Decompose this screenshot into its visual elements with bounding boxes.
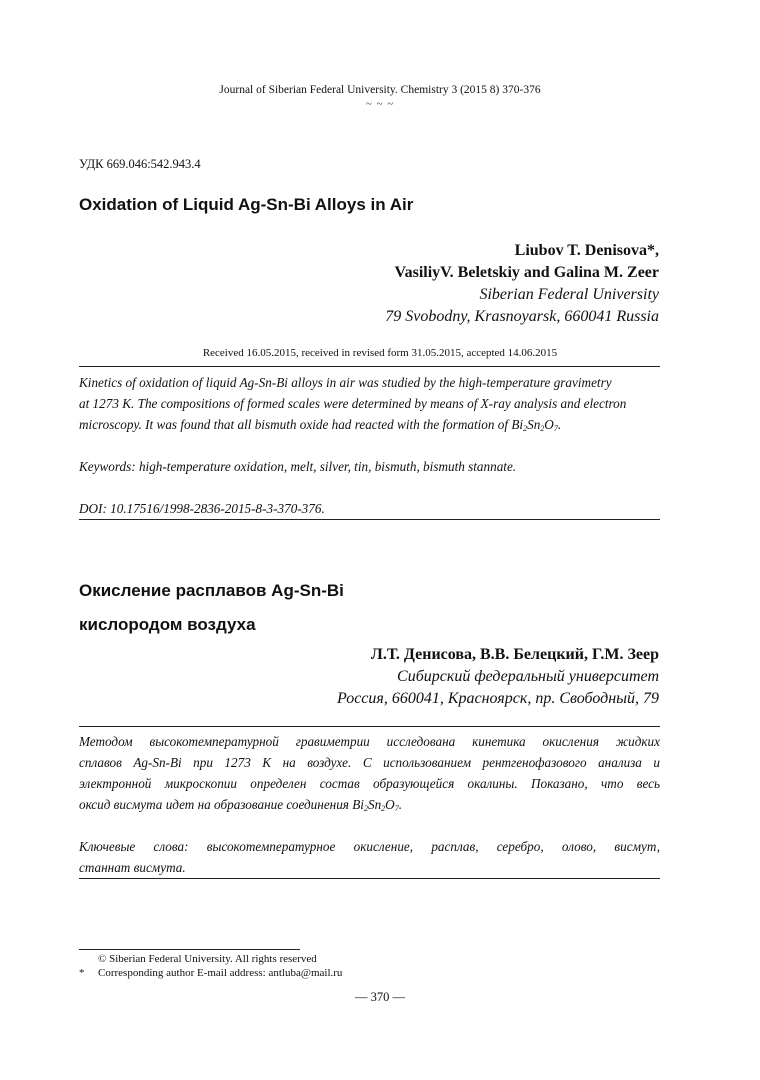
keywords-en: Keywords: high-temperature oxidation, melt, silver, tin, bismuth, bismuth stannate. bbox=[79, 459, 517, 474]
abstract-en-line: Kinetics of oxidation of liquid Ag-Sn-Bi alloys in air was studied by the high-temperature gravimetry bbox=[79, 375, 612, 390]
footnote-asterisk: * bbox=[79, 967, 85, 979]
keywords-ru bbox=[79, 836, 660, 878]
affiliation-ru: Сибирский федеральный университет bbox=[397, 668, 659, 685]
affiliation-en: Siberian Federal University bbox=[479, 286, 659, 303]
corresponding-author: Corresponding author E-mail address: antluba@mail.ru bbox=[98, 967, 343, 979]
rule-bottom-ru bbox=[79, 878, 660, 879]
abstract-ru bbox=[79, 731, 660, 819]
article-title-en: Oxidation of Liquid Ag-Sn-Bi Alloys in Air bbox=[79, 195, 414, 214]
abstract-en bbox=[79, 372, 660, 439]
authors-line-1: Liubov T. Denisova*, bbox=[514, 242, 659, 259]
authors-line-2: VasiliyV. Beletskiy and Galina M. Zeer bbox=[394, 264, 659, 281]
abstract-ru-line: оксид висмута идет на образование соединения $Bi_2Sn_2O_7$. bbox=[79, 797, 402, 813]
received-dates: Received 16.05.2015, received in revised form 31.05.2015, accepted 14.06.2015 bbox=[202, 347, 558, 359]
footnote-rule bbox=[79, 949, 300, 950]
rule-bottom-en bbox=[79, 519, 660, 520]
abstract-ru-line: электронной микроскопии определен состав образующейся окалины. Показано, что весь bbox=[79, 776, 660, 791]
keywords-ru-line-1: Ключевые слова: высокотемпературное окисление, расплав, серебро, олово, висмут, bbox=[79, 839, 660, 854]
udk-code: УДК 669.046:542.943.4 bbox=[79, 157, 201, 171]
abstract-en-line: at 1273 K. The compositions of formed scales were determined by means of X-ray analysis and electron bbox=[79, 396, 627, 411]
formula-bi2sn2o7-ru: $Bi_2Sn_2O_7$. bbox=[352, 797, 402, 813]
journal-header: Journal of Siberian Federal University. Chemistry 3 (2015 8) 370-376 bbox=[219, 84, 541, 96]
page-number: — 370 — bbox=[355, 990, 405, 1004]
rule-top-ru bbox=[79, 726, 660, 727]
authors-block-ru bbox=[337, 644, 659, 710]
address-ru: Россия, 660041, Красноярск, пр. Свободный, 79 bbox=[337, 690, 659, 707]
header-ornament: ~ ~ ~ bbox=[365, 98, 395, 110]
article-title-ru bbox=[79, 574, 344, 642]
authors-block-en bbox=[385, 240, 659, 328]
abstract-en-line: microscopy. It was found that all bismuth oxide had reacted with the formation of $Bi_2Sn_2O_7$. bbox=[79, 417, 562, 433]
rule-top-en bbox=[79, 366, 660, 367]
copyright-note: © Siberian Federal University. All rights reserved bbox=[98, 953, 317, 965]
title-ru-line-1: Окисление расплавов Ag-Sn-Bi bbox=[79, 581, 344, 600]
formula-bi2sn2o7: $Bi_2Sn_2O_7$. bbox=[511, 417, 562, 433]
title-ru-line-2: кислородом воздуха bbox=[79, 615, 256, 634]
authors-ru: Л.Т. Денисова, В.В. Белецкий, Г.М. Зеер bbox=[370, 646, 659, 663]
doi: DOI: 10.17516/1998-2836-2015-8-3-370-376. bbox=[79, 501, 325, 516]
abstract-ru-line: сплавов Ag-Sn-Bi при 1273 К на воздухе. С использованием рентгенофазового анализа и bbox=[79, 755, 660, 770]
abstract-ru-line: Методом высокотемпературной гравиметрии исследована кинетика окисления жидких bbox=[79, 734, 660, 749]
keywords-ru-line-2: станнат висмута. bbox=[79, 860, 186, 875]
address-en: 79 Svobodny, Krasnoyarsk, 660041 Russia bbox=[385, 308, 659, 325]
